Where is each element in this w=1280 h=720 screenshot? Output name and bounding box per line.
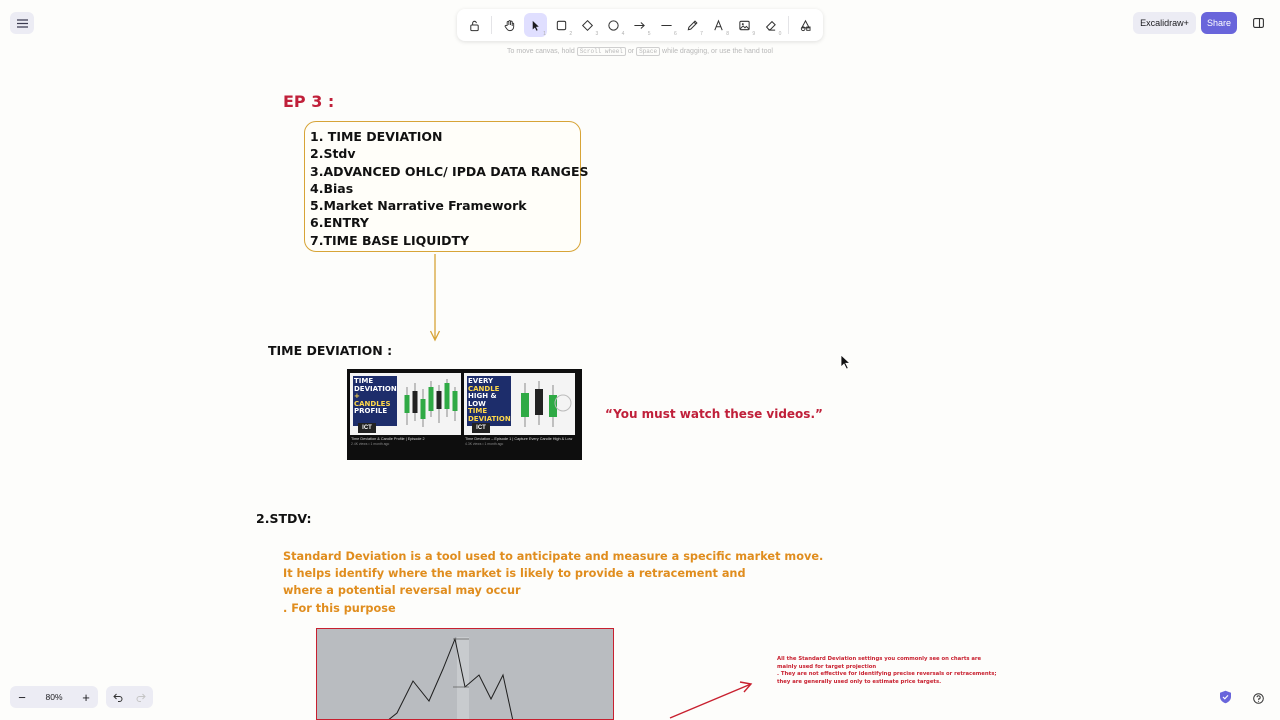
thumbnail-line: DEVIATION [354, 384, 397, 393]
videos-screenshot[interactable] [347, 369, 582, 460]
ellipse-icon [607, 19, 620, 32]
history-controls [106, 686, 153, 708]
toolbar-divider [788, 16, 789, 34]
topic-item: 4.Bias [310, 180, 354, 196]
zoom-in-button[interactable]: + [82, 689, 90, 705]
video-title: Time Deviation & Candle Profile | Episode 2 [351, 437, 425, 441]
thumbnail-line: CANDLE [468, 384, 500, 393]
shapes-toolbar [457, 9, 823, 41]
tool-line[interactable] [655, 13, 678, 37]
video-card [464, 373, 575, 456]
shapes-more-icon [799, 19, 812, 32]
thumbnail-title [468, 378, 512, 424]
candlestick-graphic [401, 377, 459, 431]
tool-arrow[interactable] [628, 13, 651, 37]
help-icon [1253, 693, 1264, 704]
stdv-warning-note[interactable] [777, 656, 996, 686]
shortcut-key: 4 [621, 31, 625, 37]
shortcut-key: 5 [647, 31, 651, 37]
undo-icon [113, 693, 123, 702]
video-thumbnail [464, 373, 575, 435]
thumbnail-line: + CANDLES [354, 392, 391, 408]
shortcut-key: 7 [700, 31, 703, 37]
tool-rectangle[interactable] [550, 13, 573, 37]
channel-logo: ICT [358, 423, 376, 433]
topic-item: 7.TIME BASE LIQUIDTY [310, 232, 470, 248]
shield-check-icon[interactable] [1219, 690, 1232, 704]
price-swing-graphic [317, 629, 614, 720]
tool-text[interactable] [707, 13, 730, 37]
stdv-line: It helps identify where the market is likely to provide a retracement and [283, 567, 746, 581]
canvas-hint [440, 48, 840, 55]
mouse-cursor-icon [840, 354, 852, 370]
shortcut-key: 9 [752, 31, 756, 37]
eraser-icon [764, 19, 777, 32]
thumbnail-title [354, 378, 398, 416]
hint-text: or [627, 48, 635, 55]
note-line: they are generally used only to estimate price targets. [777, 678, 942, 685]
tool-ellipse[interactable] [602, 13, 625, 37]
toolbar-divider [491, 16, 492, 34]
red-arrow[interactable] [660, 678, 756, 720]
video-title: Time Deviation – Episode 1 | Capture Every Candle High & Low [465, 437, 573, 441]
text-icon [712, 19, 725, 32]
tool-hand[interactable] [498, 13, 521, 37]
tool-selection[interactable] [524, 13, 547, 37]
excalidraw-plus-button[interactable]: Excalidraw+ [1133, 12, 1196, 34]
thumbnail-line: HIGH & LOW [468, 392, 497, 408]
pencil-icon [686, 19, 699, 32]
line-icon [660, 19, 673, 32]
rectangle-icon [555, 19, 568, 32]
image-icon [738, 19, 751, 32]
lock-icon [468, 19, 481, 32]
share-button[interactable]: Share [1201, 12, 1237, 34]
thumbnail-line: TIME [354, 377, 374, 385]
candlestick-graphic [515, 377, 573, 431]
thumbnail-line: TIME DEVIATION [468, 407, 511, 423]
tool-diamond[interactable] [576, 13, 599, 37]
pointer-icon [529, 19, 542, 32]
video-meta: 2.4K views • 1 month ago [351, 442, 390, 446]
stdv-line: . For this purpose [283, 601, 396, 615]
redo-icon [136, 693, 146, 702]
channel-logo: ICT [472, 423, 490, 433]
down-arrow[interactable] [428, 253, 442, 343]
zoom-level[interactable]: 80% [45, 692, 63, 702]
stdv-title[interactable]: 2.STDV: [256, 511, 312, 526]
thumbnail-line: PROFILE [354, 407, 388, 416]
hint-text: while dragging, or use the hand tool [662, 48, 773, 55]
shortcut-key: 3 [595, 31, 599, 37]
shortcut-key: 2 [569, 31, 573, 37]
help-button[interactable] [1249, 689, 1267, 707]
hint-text: To move canvas, hold [507, 48, 575, 55]
shortcut-key: 6 [673, 31, 677, 37]
hamburger-icon [17, 19, 28, 28]
thumbnail-line: EVERY [468, 377, 494, 385]
note-line: mainly used for target projection [777, 663, 877, 670]
tool-draw[interactable] [681, 13, 704, 37]
library-button[interactable] [1247, 12, 1269, 34]
topic-item: 6.ENTRY [310, 215, 369, 231]
video-meta: 4.3K views • 1 month ago [465, 442, 504, 446]
hint-key: Space [636, 47, 660, 56]
zoom-out-button[interactable]: − [18, 689, 26, 705]
shortcut-key: 1 [543, 31, 546, 37]
topic-item: 3.ADVANCED OHLC/ IPDA DATA RANGES [310, 163, 589, 179]
time-deviation-title[interactable]: TIME DEVIATION : [268, 343, 393, 358]
episode-title[interactable]: EP 3 : [283, 92, 335, 111]
video-thumbnail [350, 373, 461, 435]
hint-key: Scroll wheel [577, 47, 626, 56]
topic-item: 5.Market Narrative Framework [310, 198, 527, 214]
zoom-controls [10, 686, 98, 708]
shortcut-key: 0 [778, 31, 782, 37]
tool-lock[interactable] [463, 13, 486, 37]
arrow-right-icon [633, 19, 646, 32]
topic-item: 2.Stdv [310, 146, 356, 162]
watch-videos-note[interactable]: “You must watch these videos.” [605, 407, 823, 421]
stdv-chart-image[interactable] [316, 628, 614, 720]
note-line: . They are not effective for identifying precise reversals or retracements; [777, 671, 997, 677]
redo-button[interactable] [129, 686, 152, 708]
stdv-line: Standard Deviation is a tool used to anticipate and measure a specific market move. [283, 550, 824, 563]
main-menu-button[interactable] [10, 12, 34, 34]
note-line: All the Standard Deviation settings you commonly see on charts are [777, 656, 982, 662]
tool-extra-tools[interactable] [794, 13, 817, 37]
tool-image[interactable] [733, 13, 756, 37]
stdv-line: where a potential reversal may occur [283, 584, 521, 598]
tool-eraser[interactable] [759, 13, 782, 37]
undo-button[interactable] [106, 686, 129, 708]
topic-item: 1. TIME DEVIATION [310, 129, 443, 144]
hand-icon [503, 19, 516, 32]
shortcut-key: 8 [726, 31, 730, 37]
stdv-description[interactable] [283, 548, 823, 617]
video-card [350, 373, 461, 456]
topics-box[interactable] [304, 121, 589, 252]
sidebar-icon [1253, 18, 1264, 28]
diamond-icon [581, 19, 594, 32]
